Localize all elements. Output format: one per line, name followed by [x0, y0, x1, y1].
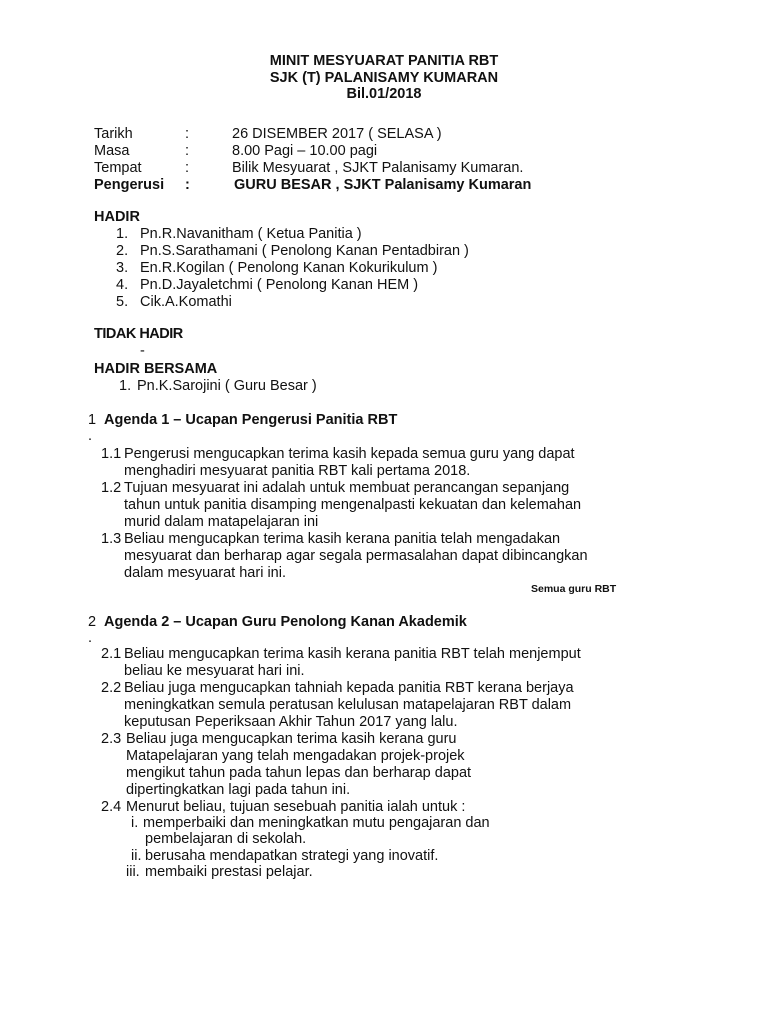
list-item-number: 4. [116, 277, 129, 293]
item-text-line: mengikut tahun pada tahun lepas dan berharap dapat [126, 765, 472, 781]
agenda-number-dot: . [88, 428, 93, 444]
subitem-text-line: pembelajaran di sekolah. [145, 831, 307, 847]
list-item-number: 3. [116, 260, 129, 276]
school-name: SJK (T) PALANISAMY KUMARAN [269, 70, 499, 86]
item-text-line: Tujuan mesyuarat ini adalah untuk membuat perancangan sepanjang [124, 480, 570, 496]
info-colon: : [185, 143, 190, 159]
item-text-line: menghadiri mesyuarat panitia RBT kali pertama 2018. [124, 463, 471, 479]
subitem-text-line: memperbaiki dan meningkatkan mutu pengajaran dan [143, 815, 490, 831]
attendee-name: En.R.Kogilan ( Penolong Kanan Kokurikulum ) [140, 260, 438, 276]
info-label-chair: Pengerusi [94, 177, 165, 193]
attendee-name: Pn.D.Jayaletchmi ( Penolong Kanan HEM ) [140, 277, 419, 293]
item-text-line: Beliau mengucapkan terima kasih kerana panitia RBT telah menjemput [124, 646, 581, 662]
item-number: 2.4 [101, 799, 122, 815]
attendee-name: Pn.S.Sarathamani ( Penolong Kanan Pentadbiran ) [140, 243, 469, 259]
section-heading-present: HADIR [94, 209, 140, 225]
item-text-line: Menurut beliau, tujuan sesebuah panitia ialah untuk : [126, 799, 466, 815]
item-text-line: Beliau juga mengucapkan tahniah kepada panitia RBT kerana berjaya [124, 680, 574, 696]
list-item-number: 1. [119, 378, 132, 394]
item-number: 2.2 [101, 680, 122, 696]
item-number: 1.3 [101, 531, 122, 547]
section-heading-also-present: HADIR BERSAMA [94, 361, 218, 377]
meeting-number: Bil.01/2018 [346, 86, 422, 102]
info-value-date: 26 DISEMBER 2017 ( SELASA ) [232, 126, 442, 142]
attendee-name: Cik.A.Komathi [140, 294, 232, 310]
item-text-line: Pengerusi mengucapkan terima kasih kepada semua guru yang dapat [124, 446, 575, 462]
agenda-title: Agenda 2 – Ucapan Guru Penolong Kanan Akademik [104, 614, 467, 630]
info-colon: : [185, 160, 190, 176]
item-text-line: dalam mesyuarat hari ini. [124, 565, 286, 581]
info-value-place: Bilik Mesyuarat , SJKT Palanisamy Kumaran. [232, 160, 524, 176]
item-text-line: beliau ke mesyuarat hari ini. [124, 663, 305, 679]
item-number: 2.3 [101, 731, 122, 747]
info-value-time: 8.00 Pagi – 10.00 pagi [232, 143, 378, 159]
attendee-name: Pn.R.Navanitham ( Ketua Panitia ) [140, 226, 362, 242]
info-colon: : [185, 177, 190, 193]
agenda-number: 2 [88, 614, 97, 630]
doc-title: MINIT MESYUARAT PANITIA RBT [269, 53, 499, 69]
section-heading-absent: TIDAK HADIR [94, 326, 183, 342]
item-text-line: mesyuarat dan berharap agar segala permasalahan dapat dibincangkan [124, 548, 588, 564]
subitem-number: iii. [126, 864, 140, 880]
item-text-line: dipertingkatkan lagi pada tahun ini. [126, 782, 351, 798]
item-text-line: Beliau juga mengucapkan terima kasih kerana guru [126, 731, 457, 747]
info-label-time: Masa [94, 143, 130, 159]
agenda-number: 1 [88, 412, 97, 428]
item-number: 2.1 [101, 646, 122, 662]
agenda-number-dot: . [88, 630, 93, 646]
item-number: 1.2 [101, 480, 122, 496]
item-text-line: tahun untuk panitia disamping mengenalpasti kekuatan dan kelemahan [124, 497, 582, 513]
info-label-place: Tempat [94, 160, 142, 176]
absent-value: - [140, 343, 145, 359]
action-by-label: Semua guru RBT [531, 583, 617, 595]
subitem-number: ii. [131, 848, 142, 864]
info-label-date: Tarikh [94, 126, 133, 142]
item-text-line: Matapelajaran yang telah mengadakan projek-projek [126, 748, 465, 764]
item-text-line: Beliau mengucapkan terima kasih kerana panitia telah mengadakan [124, 531, 561, 547]
subitem-text-line: berusaha mendapatkan strategi yang inovatif. [145, 848, 439, 864]
list-item-number: 1. [116, 226, 129, 242]
subitem-text-line: membaiki prestasi pelajar. [145, 864, 313, 880]
item-number: 1.1 [101, 446, 122, 462]
item-text-line: murid dalam matapelajaran ini [124, 514, 319, 530]
agenda-title: Agenda 1 – Ucapan Pengerusi Panitia RBT [104, 412, 398, 428]
info-colon: : [185, 126, 190, 142]
list-item-number: 2. [116, 243, 129, 259]
item-text-line: keputusan Peperiksaan Akhir Tahun 2017 yang lalu. [124, 714, 458, 730]
guest-name: Pn.K.Sarojini ( Guru Besar ) [137, 378, 317, 394]
item-text-line: meningkatkan semula peratusan kelulusan matapelajaran RBT dalam [124, 697, 572, 713]
info-value-chair: GURU BESAR , SJKT Palanisamy Kumaran [234, 177, 532, 193]
list-item-number: 5. [116, 294, 129, 310]
subitem-number: i. [131, 815, 139, 831]
